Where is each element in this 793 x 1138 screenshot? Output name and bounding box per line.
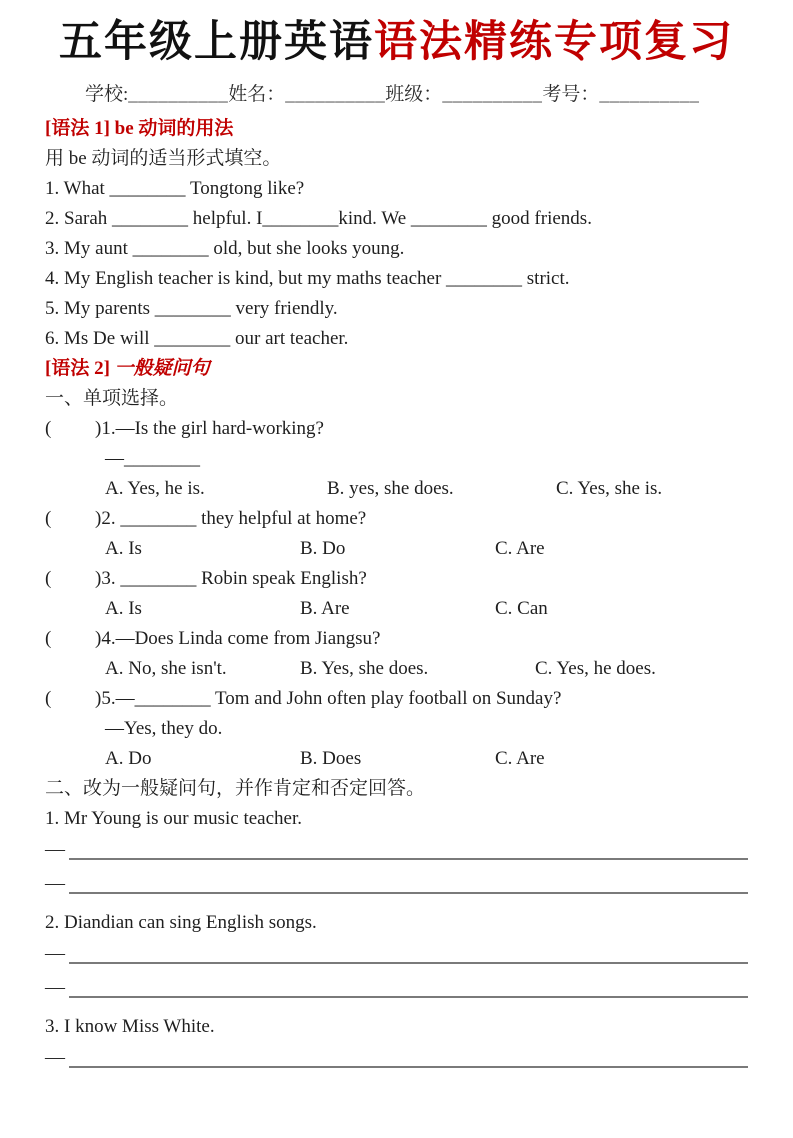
mc-question-5 xyxy=(45,684,748,714)
answer-dash: — xyxy=(45,1046,65,1068)
option-c: C. Yes, he does. xyxy=(535,658,656,679)
option-a: A. No, she isn't. xyxy=(105,658,227,679)
answer-paren: ( xyxy=(45,628,52,649)
fill-item-3: 3. My aunt ________ old, but she looks young. xyxy=(45,238,405,259)
option-a: A. Is xyxy=(105,538,142,559)
answer-paren: ( xyxy=(45,688,52,709)
name-blank: __________ xyxy=(285,84,386,105)
school-label: 学校: xyxy=(85,84,129,105)
question-stem-line2: —Yes, they do. xyxy=(105,718,223,739)
examno-label: 考号： xyxy=(542,84,600,105)
mc-options-1 xyxy=(45,474,748,504)
section2-heading-bracket: [语法 2] xyxy=(45,358,110,379)
answer-row xyxy=(45,1046,748,1076)
examno-blank: __________ xyxy=(599,84,700,105)
answer-row xyxy=(45,838,748,868)
fill-item-4: 4. My English teacher is kind, but my maths teacher ________ strict. xyxy=(45,268,570,289)
mc-options-3 xyxy=(45,594,748,624)
answer-line xyxy=(69,838,748,860)
section1-heading: [语法 1] be 动词的用法 xyxy=(45,118,234,139)
option-c: C. Yes, she is. xyxy=(556,478,663,499)
section2-heading-title: 一般疑问句 xyxy=(114,358,210,379)
answer-dash: — xyxy=(45,872,65,894)
option-a: A. Yes, he is. xyxy=(105,478,205,499)
answer-line xyxy=(69,872,748,894)
answer-paren: ( xyxy=(45,418,52,439)
option-c: C. Are xyxy=(495,538,545,559)
answer-dash: — xyxy=(45,976,65,998)
answer-row xyxy=(45,976,748,1006)
option-c: C. Can xyxy=(495,598,548,619)
answer-line xyxy=(69,942,748,964)
mc-options-5 xyxy=(45,744,748,774)
title-black-part: 五年级上册英语 xyxy=(59,19,374,66)
fill-item-1: 1. What ________ Tongtong like? xyxy=(45,178,305,199)
section2-heading xyxy=(45,354,748,384)
part2-heading: 二、改为一般疑问句，并作肯定和否定回答。 xyxy=(45,778,426,799)
answer-dash: — xyxy=(45,838,65,860)
mc-options-4 xyxy=(45,654,748,684)
section1-instruction: 用 be 动词的适当形式填空。 xyxy=(45,148,282,169)
option-b: B. Does xyxy=(300,748,362,769)
answer-row xyxy=(45,872,748,902)
option-b: B. Are xyxy=(300,598,350,619)
fill-item-6: 6. Ms De will ________ our art teacher. xyxy=(45,328,349,349)
question-stem-line2: —________ xyxy=(105,448,200,469)
worksheet-page xyxy=(0,16,793,1076)
fill-item-5: 5. My parents ________ very friendly. xyxy=(45,298,338,319)
option-a: A. Is xyxy=(105,598,142,619)
question-stem: )1.—Is the girl hard-working? xyxy=(95,418,324,439)
rewrite-item-2: 2. Diandian can sing English songs. xyxy=(45,912,317,933)
question-stem: )5.—________ Tom and John often play football on Sunday? xyxy=(95,688,562,709)
part1-heading: 一、单项选择。 xyxy=(45,388,179,409)
class-label: 班级： xyxy=(385,84,443,105)
option-b: B. Do xyxy=(300,538,346,559)
question-stem: )2. ________ they helpful at home? xyxy=(95,508,367,529)
mc-question-3 xyxy=(45,564,748,594)
answer-line xyxy=(69,1046,748,1068)
fill-item-2: 2. Sarah ________ helpful. I________kind. We ________ good friends. xyxy=(45,208,592,229)
question-stem: )3. ________ Robin speak English? xyxy=(95,568,367,589)
option-a: A. Do xyxy=(105,748,152,769)
student-info-line xyxy=(45,80,748,110)
name-label: 姓名： xyxy=(228,84,286,105)
answer-dash: — xyxy=(45,942,65,964)
answer-paren: ( xyxy=(45,568,52,589)
option-b: B. yes, she does. xyxy=(327,478,454,499)
school-blank: __________ xyxy=(128,84,229,105)
answer-paren: ( xyxy=(45,508,52,529)
option-b: B. Yes, she does. xyxy=(300,658,429,679)
class-blank: __________ xyxy=(442,84,543,105)
mc-question-4 xyxy=(45,624,748,654)
answer-line xyxy=(69,976,748,998)
answer-row xyxy=(45,942,748,972)
rewrite-item-3: 3. I know Miss White. xyxy=(45,1016,215,1037)
title-red-part: 语法精练专项复习 xyxy=(374,19,734,66)
rewrite-item-1: 1. Mr Young is our music teacher. xyxy=(45,808,303,829)
page-title xyxy=(45,16,748,70)
mc-question-1 xyxy=(45,414,748,444)
mc-question-2 xyxy=(45,504,748,534)
option-c: C. Are xyxy=(495,748,545,769)
question-stem: )4.—Does Linda come from Jiangsu? xyxy=(95,628,381,649)
mc-options-2 xyxy=(45,534,748,564)
